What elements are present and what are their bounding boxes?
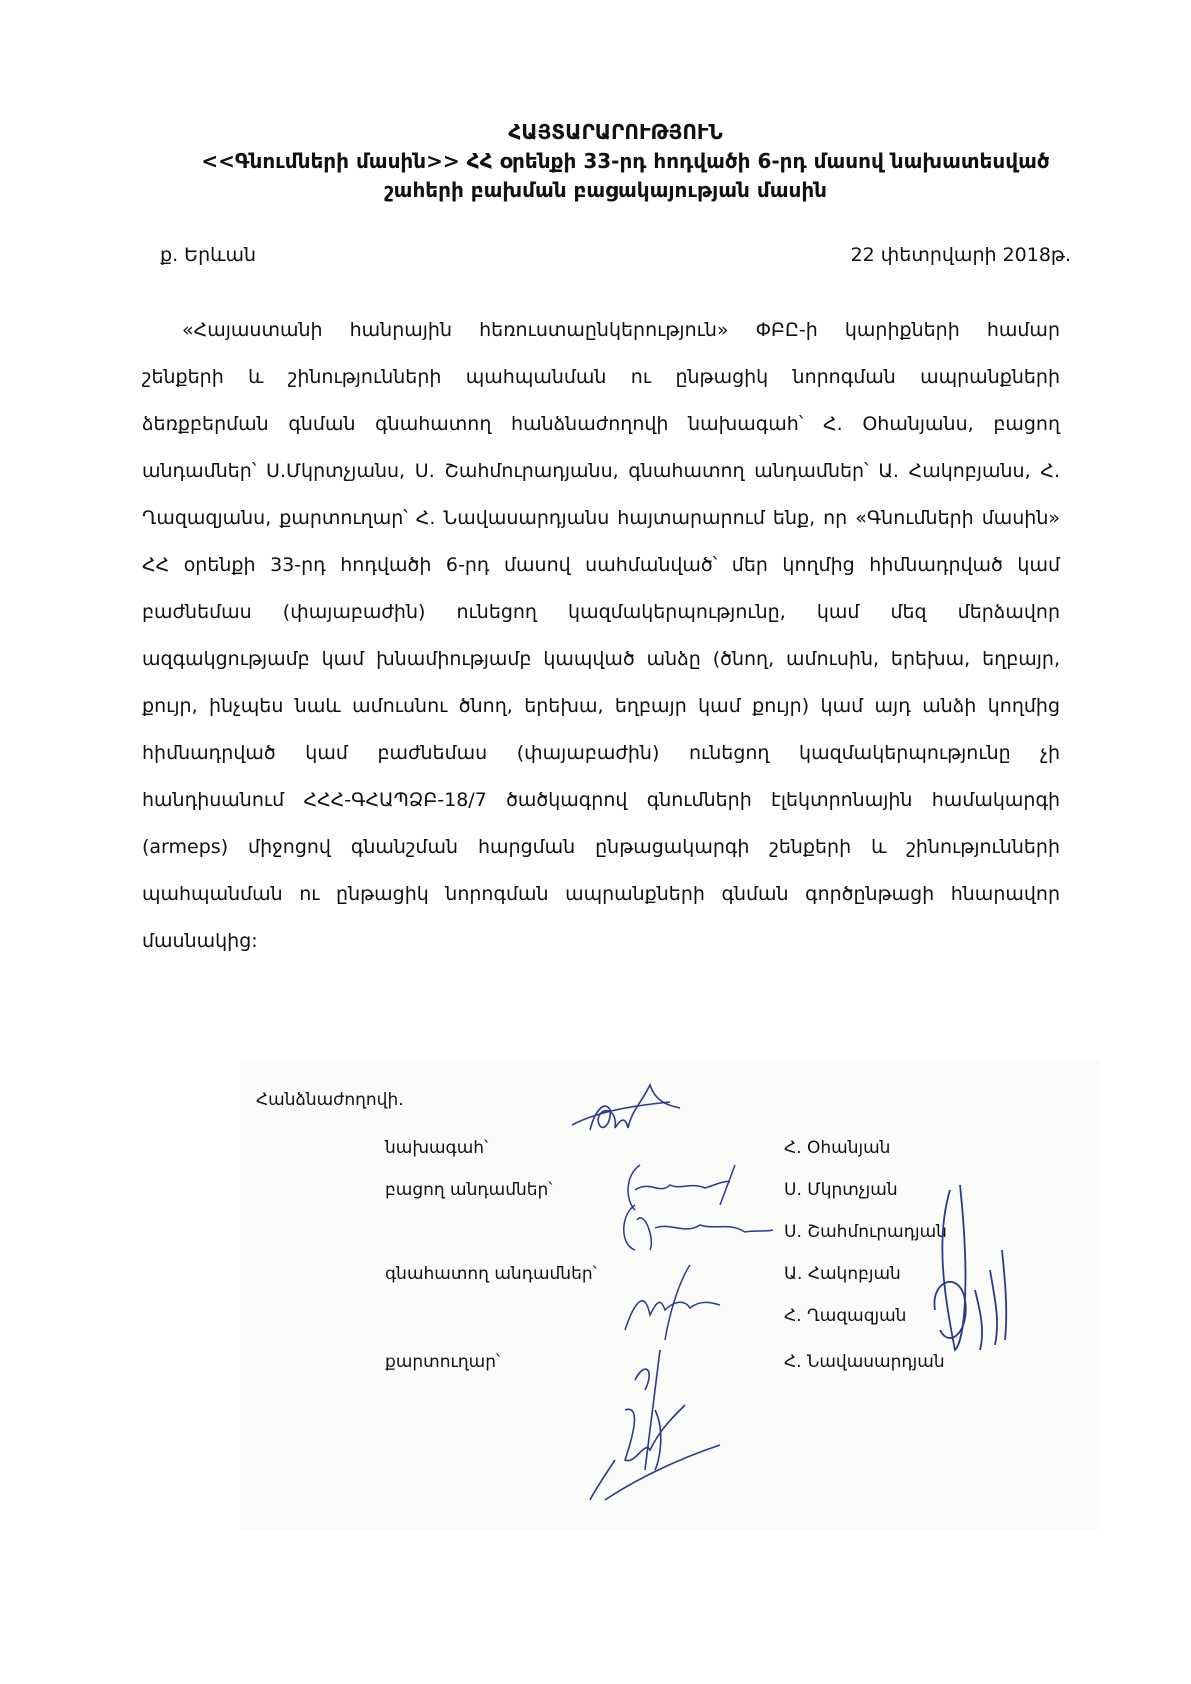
body-line: ՀՀ օրենքի 33-րդ հոդվածի 6-րդ մասով սահմանված՝ մեր կողմից հիմնադրված կամ <box>142 554 1060 576</box>
body-line: բաժնեմաս (փայաբաժին) ունեցող կազմակերպությունը, կամ մեզ մերձավոր <box>142 601 1060 623</box>
role-secretary: քարտուղար՝ <box>385 1352 501 1372</box>
signature-opening-member-2-icon <box>615 1200 775 1260</box>
document-place: ք. Երևան <box>160 244 257 266</box>
name-chairman: Հ. Օհանյան <box>784 1138 891 1158</box>
signature-block <box>240 1060 1100 1530</box>
body-line: պահպանման ու ընթացիկ նորոգման ապրանքների գնման գործընթացի հնարավոր <box>142 883 1060 905</box>
body-line: (armeps) միջոցով գնանշման հարցման ընթացակարգի շենքերի և շինությունների <box>142 836 1060 858</box>
signature-evaluating-member-2-icon <box>620 1260 730 1340</box>
body-line: քույր, ինչպես նաև ամուսնու ծնող, երեխա, եղբայր կամ քույր) կամ այդ անձի կողմից <box>142 695 1060 717</box>
body-line: մասնակից: <box>142 930 258 952</box>
document-date: 22 փետրվարի 2018թ. <box>850 244 1071 266</box>
document-body <box>142 307 1060 965</box>
role-chairman: նախագահ՝ <box>385 1138 489 1158</box>
signature-secretary-icon <box>575 1350 735 1520</box>
body-line: հանդիսանում ՀՀՀ-ԳՀԱՊՁԲ-18/7 ծածկագրով գնումների էլեկտրոնային համակարգի <box>142 789 1060 811</box>
title-line-2: <<Գնումների մասին>> ՀՀ օրենքի 33-րդ հոդվածի 6-րդ մասով նախատեսված <box>201 149 1050 173</box>
body-line: ձեռքբերման գնման գնահատող հանձնաժողովի նախագահ՝ Հ. Օհանյանս, բացող <box>142 413 1060 435</box>
name-evaluating-member-1: Ա. Հակոբյան <box>784 1264 901 1284</box>
document-title <box>0 118 1191 205</box>
name-evaluating-member-2: Հ. Ղազազյան <box>784 1306 907 1326</box>
body-line: շենքերի և շինությունների պահպանման ու ընթացիկ նորոգման ապրանքների <box>142 366 1060 388</box>
role-opening-members: բացող անդամներ՝ <box>385 1180 553 1200</box>
role-evaluating-members: գնահատող անդամներ՝ <box>385 1264 597 1284</box>
body-line: ազգակցությամբ կամ խնամիությամբ կապված անձը (ծնող, ամուսին, երեխա, եղբայր, <box>142 648 1060 670</box>
title-line-3: շահերի բախման բացակայության մասին <box>383 178 828 202</box>
signature-chairman-icon <box>570 1080 690 1150</box>
title-line-1: ՀԱՅՏԱՐԱՐՈՒԹՅՈՒՆ <box>508 120 723 144</box>
body-line: Ղազազյանս, քարտուղար՝ Հ. Նավասարդյանս հայտարարում ենք, որ «Գնումների մասին» <box>142 507 1060 529</box>
name-secretary: Հ. Նավասարդյան <box>784 1352 945 1372</box>
name-opening-member-2: Ս. Շահմուրադյան <box>784 1222 947 1242</box>
body-line: հիմնադրված կամ բաժնեմաս (փայաբաժին) ունեցող կազմակերպությունը չի <box>142 742 1060 764</box>
name-opening-member-1: Ս. Մկրտչյան <box>784 1180 898 1200</box>
signature-evaluating-member-1-icon <box>930 1180 1010 1360</box>
body-line: «Հայաստանի հանրային հեռուստաընկերություն» ՓԲԸ-ի կարիքների համար <box>182 319 1060 341</box>
body-line: անդամներ՝ Ս.Մկրտչյանս, Ս. Շահմուրադյանս, գնահատող անդամներ՝ Ա. Հակոբյանս, Հ. <box>142 460 1060 482</box>
commission-heading: Հանձնաժողովի. <box>256 1090 404 1110</box>
